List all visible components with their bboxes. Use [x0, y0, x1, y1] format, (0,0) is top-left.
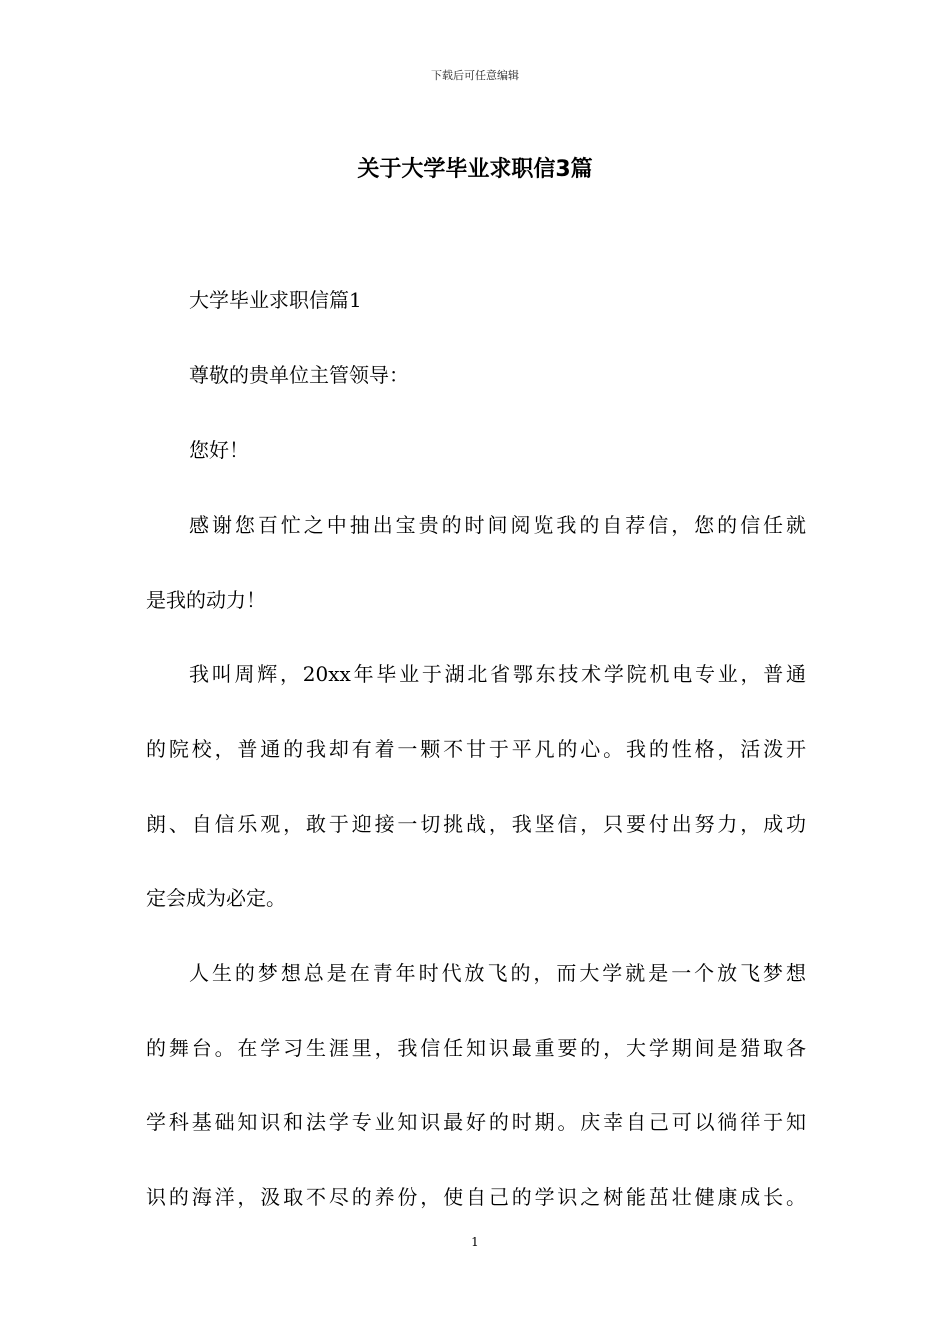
- paragraph-line: 我叫周辉，20xx年毕业于湖北省鄂东技术学院机电专业，普通: [189, 662, 806, 686]
- paragraph-line: 识的海洋，汲取不尽的养份，使自己的学识之树能茁壮健康成长。: [146, 1185, 806, 1209]
- document-title: 关于大学毕业求职信3篇: [357, 157, 593, 182]
- paragraph-line: 定会成为必定。: [146, 886, 286, 910]
- header-note: 下载后可任意编辑: [431, 69, 519, 82]
- page-number: 1: [471, 1235, 479, 1249]
- greeting: 您好！: [189, 438, 249, 462]
- paragraph-line: 学科基础知识和法学专业知识最好的时期。庆幸自己可以徜徉于知: [146, 1110, 806, 1134]
- section-heading: 大学毕业求职信篇1: [189, 288, 362, 312]
- paragraph-line: 是我的动力！: [146, 588, 266, 612]
- paragraph-line: 朗、自信乐观，敢于迎接一切挑战，我坚信，只要付出努力，成功: [146, 812, 806, 836]
- paragraph-line: 人生的梦想总是在青年时代放飞的，而大学就是一个放飞梦想: [189, 961, 806, 985]
- paragraph-line: 感谢您百忙之中抽出宝贵的时间阅览我的自荐信，您的信任就: [189, 513, 806, 537]
- salutation: 尊敬的贵单位主管领导：: [189, 363, 409, 387]
- paragraph-line: 的院校，普通的我却有着一颗不甘于平凡的心。我的性格，活泼开: [146, 737, 806, 761]
- paragraph-line: 的舞台。在学习生涯里，我信任知识最重要的，大学期间是猎取各: [146, 1036, 806, 1060]
